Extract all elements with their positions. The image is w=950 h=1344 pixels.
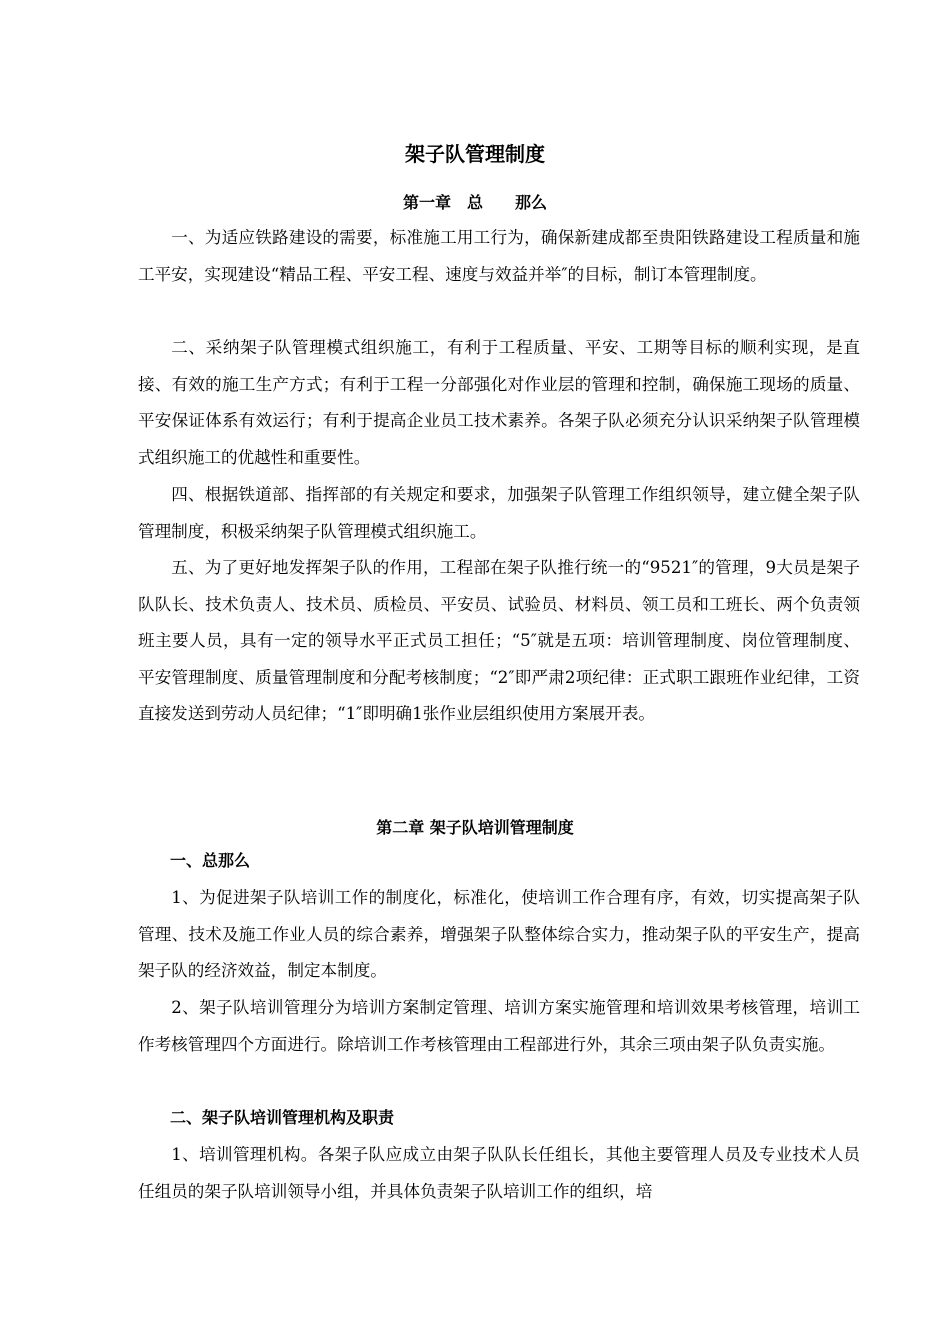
chapter-1-paragraph-2: 二、采纳架子队管理模式组织施工，有利于工程质量、平安、工期等目标的顺利实现，是直接、有效的施工生产方式；有利于工程一分部强化对作业层的管理和控制，确保施工现场的质量、平安保证体系有效运行；有利于提高企业员工技术素养。各架子队必须充分认识采纳架子队管理模式组织施工的优越性和重要性。: [138, 338, 860, 467]
chapter-1-paragraph-1: 一、为适应铁路建设的需要，标准施工用工行为，确保新建成都至贵阳铁路建设工程质量和施工平安，实现建设“精品工程、平安工程、速度与效益并举″的目标，制订本管理制度。: [138, 228, 860, 284]
section-1-heading: 一、总那么: [170, 851, 251, 870]
chapter-1-heading: 第一章 总 那么: [402, 193, 547, 212]
document-title: 架子队管理制度: [405, 142, 545, 166]
section-1-paragraph-1: 1、为促进架子队培训工作的制度化，标准化，使培训工作合理有序，有效，切实提高架子队管理、技术及施工作业人员的综合素养，增强架子队整体综合实力，推动架子队的平安生产，提高架子队的经济效益，制定本制度。: [138, 888, 860, 980]
chapter-1-paragraph-3: 四、根据铁道部、指挥部的有关规定和要求，加强架子队管理工作组织领导，建立健全架子队管理制度，积极采纳架子队管理模式组织施工。: [138, 485, 860, 541]
section-2-paragraph-1: 1、培训管理机构。各架子队应成立由架子队队长任组长，其他主要管理人员及专业技术人员任组员的架子队培训领导小组，并具体负责架子队培训工作的组织，培: [138, 1145, 860, 1201]
section-2-heading: 二、架子队培训管理机构及职责: [170, 1108, 395, 1127]
chapter-1-paragraph-4: 五、为了更好地发挥架子队的作用，工程部在架子队推行统一的“9521″的管理，9大员是架子队队长、技术负责人、技术员、质检员、平安员、试验员、材料员、领工员和工班长、两个负责领班主要人员，具有一定的领导水平正式员工担任；“5″就是五项：培训管理制度、岗位管理制度、平安管理制度、质量管理制度和分配考核制度；“2″即严肃2项纪律：正式职工跟班作业纪律，工资直接发送到劳动人员纪律；“1″即明确1张作业层组织使用方案展开表。: [138, 558, 860, 723]
section-1-paragraph-2: 2、架子队培训管理分为培训方案制定管理、培训方案实施管理和培训效果考核管理，培训工作考核管理四个方面进行。除培训工作考核管理由工程部进行外，其余三项由架子队负责实施。: [138, 998, 860, 1054]
chapter-2-heading: 第二章 架子队培训管理制度: [376, 818, 574, 837]
